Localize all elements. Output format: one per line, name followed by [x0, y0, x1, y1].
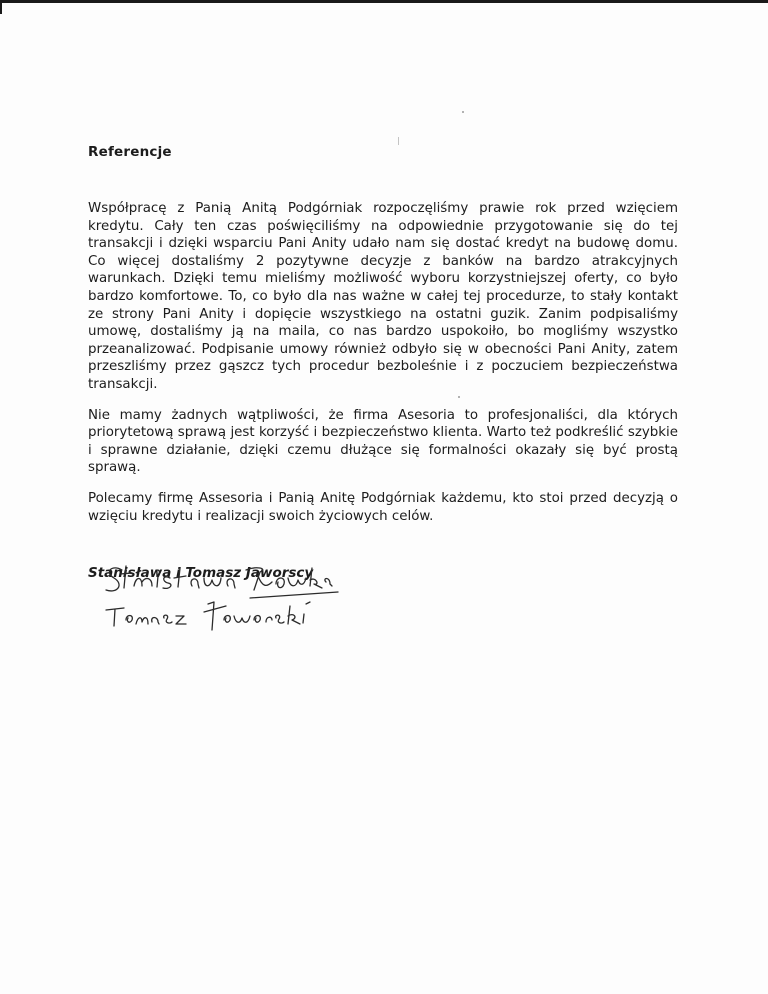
paragraph-recommendation: Polecamy firmę Assesoria i Panią Anitę Podgórniak każdemu, kto stoi przed decyzją o wzięciu kredytu i realizacji swoich życiowych celów.: [88, 490, 678, 524]
letter-body: [88, 144, 678, 581]
scan-edge-mark: [0, 0, 2, 14]
signers-name: Stanisława i Tomasz Jaworscy: [88, 565, 314, 582]
paragraph-cooperation: Współpracę z Panią Anitą Podgórniak rozpoczęliśmy prawie rok przed wzięciem kredytu. Cały ten czas poświęciliśmy na odpowiednie przygotowanie się do tej transakcji i dzięki wsparciu Pani Anity udało nam się dostać kredyt na budowę domu. Co więcej dostaliśmy 2 pozytywne decyzje z banków na bardzo atrakcyjnych warunkach. Dzięki temu mieliśmy możliwość wyboru korzystniejszej oferty, co było bardzo komfortowe. To, co było dla nas ważne w całej tej procedurze, to stały kontakt ze strony Pani Anity i dopięcie wszystkiego na ostatni guzik. Zanim podpisaliśmy umowę, dostaliśmy ją na maila, co nas bardzo uspokoiło, bo mogliśmy wszystko przeanalizować. Podpisanie umowy również odbyło się w obecności Pani Anity, zatem przeszliśmy przez gąszcz tych procedur bezboleśnie i z poczuciem bezpieczeństwa transakcji.: [88, 201, 678, 392]
paragraph-professionalism: Nie mamy żadnych wątpliwości, że firma Asesoria to profesjonaliści, dla których priorytetową sprawą jest korzyść i bezpieczeństwo klienta. Warto też podkreślić szybkie i sprawne działanie, dzięki czemu dłużące się formalności okazały się być prostą sprawą.: [88, 407, 678, 476]
handwritten-signature: [100, 556, 340, 646]
scan-speck: [462, 111, 464, 113]
letter-title: Referencje: [88, 144, 172, 160]
scan-edge-line: [0, 0, 768, 3]
